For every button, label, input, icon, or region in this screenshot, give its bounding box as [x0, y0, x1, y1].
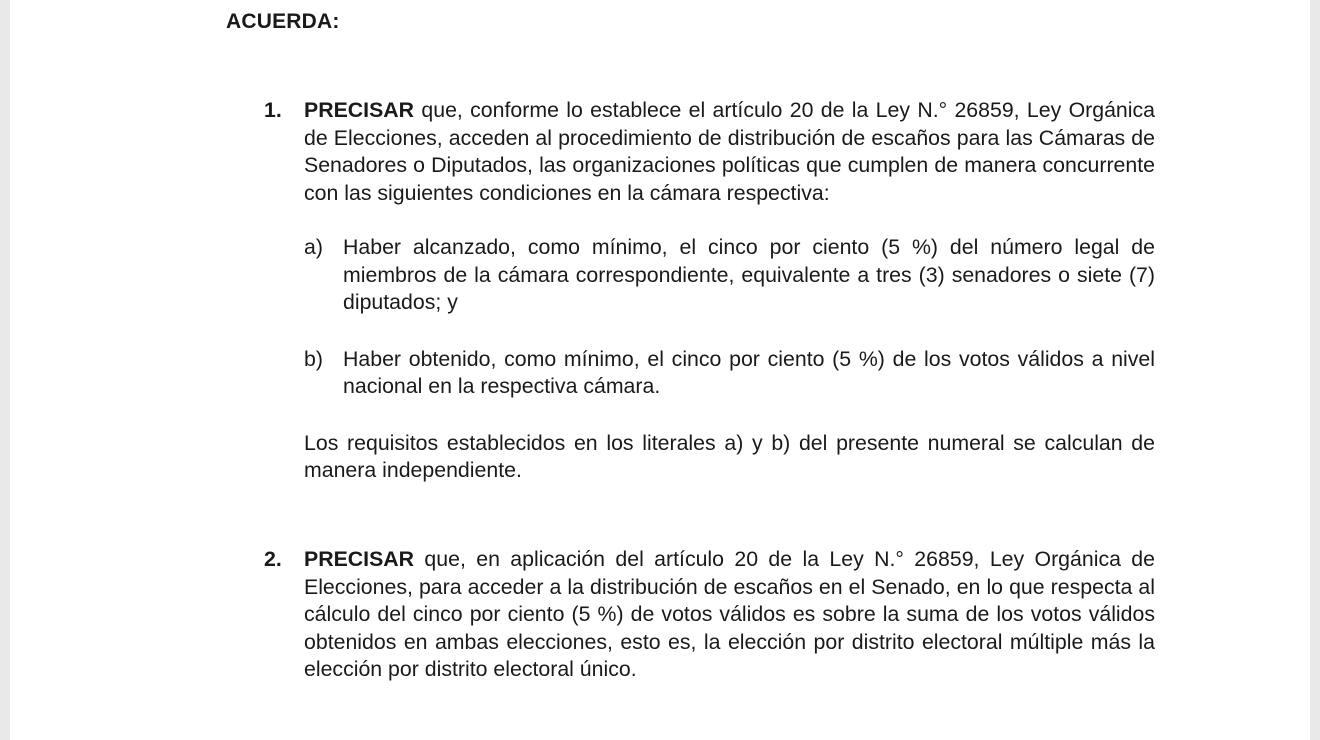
subitem-a [304, 234, 1155, 317]
item-text: que, en aplicación del artículo 20 de la Ley N.° 26859, Ley Orgánica de Elecciones, para acceder a la distribución de escaños en el Senado, en lo que respecta al cálculo del cinco por ciento (5 %) de votos válidos es sobre la suma de los votos válidos obtenidos en ambas elecciones, esto es, la elección por distrito electoral múltiple más la elección por distrito electoral único. [304, 547, 1155, 681]
subitem-letter: a) [304, 235, 323, 259]
subitem-b [304, 346, 1155, 401]
item-number: 1. [264, 98, 282, 122]
numbered-item-2 [264, 546, 1155, 684]
item-text: que, conforme lo establece el artículo 20 de la Ley N.° 26859, Ley Orgánica de Elecciones, acceden al procedimiento de distribución de escaños para las Cámaras de Senadores o Diputados, las organizaciones políticas que cumplen de manera concurrente con las siguientes condiciones en la cámara respectiva: [304, 98, 1155, 205]
document-heading: ACUERDA: [226, 10, 340, 33]
item-number: 2. [264, 547, 282, 571]
item-keyword: PRECISAR [304, 98, 415, 122]
numbered-item-1 [264, 97, 1155, 485]
subitem-letter: b) [304, 346, 323, 371]
item-keyword: PRECISAR [304, 547, 415, 571]
document-page [10, 0, 1310, 740]
subitem-text: Haber alcanzado, como mínimo, el cinco por ciento (5 %) del número legal de miembros de la cámara correspondiente, equivalente a tres (3) senadores o siete (7) diputados; y [343, 235, 1155, 314]
item-paragraph [304, 546, 1155, 684]
item-note: Los requisitos establecidos en los literales a) y b) del presente numeral se calculan de manera independiente. [304, 430, 1155, 482]
subitem-text: Haber obtenido, como mínimo, el cinco por ciento (5 %) de los votos válidos a nivel nacional en la respectiva cámara. [343, 346, 1155, 398]
item-paragraph [304, 97, 1155, 207]
